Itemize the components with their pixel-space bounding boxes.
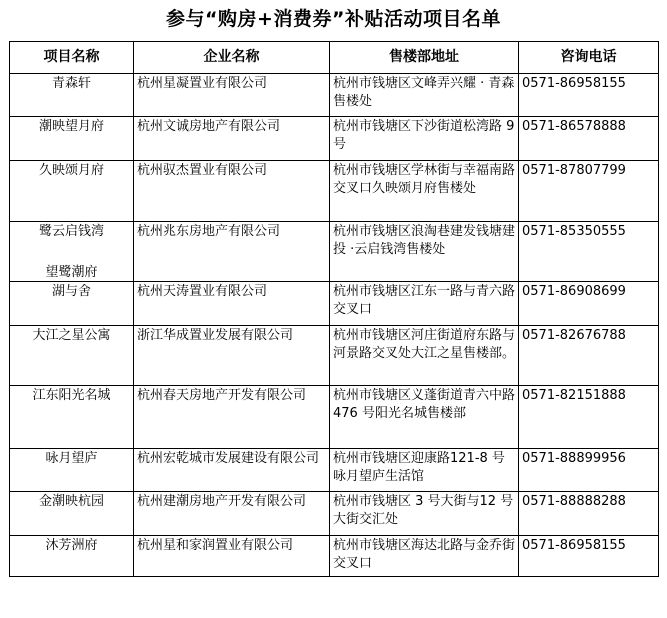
- table-row: [10, 536, 659, 577]
- phone-cell: 0571-86958155: [519, 74, 659, 117]
- phone-cell: 0571-86908699: [519, 282, 659, 326]
- table-row: [10, 386, 659, 449]
- project-name-cell: 青森轩: [10, 74, 134, 117]
- table-row: [10, 326, 659, 386]
- header-project-name: 项目名称: [10, 42, 134, 74]
- table-row: [10, 117, 659, 161]
- table-row: [10, 74, 659, 117]
- company-name-cell: 杭州春天房地产开发有限公司: [134, 386, 330, 449]
- phone-cell: 0571-82151888: [519, 386, 659, 449]
- project-name-cell: 咏月望庐: [10, 449, 134, 492]
- table-row: [10, 222, 659, 262]
- address-cell: 杭州市钱塘区河庄街道府东路与河景路交叉处大江之星售楼部。: [330, 326, 519, 386]
- company-name-cell: 杭州驭杰置业有限公司: [134, 161, 330, 222]
- project-name-cell-secondary: 望鹭潮府: [10, 261, 134, 282]
- address-cell: 杭州市钱塘区文峰弄兴耀 · 青森售楼处: [330, 74, 519, 117]
- project-name-cell: 金潮映杭园: [10, 492, 134, 536]
- table-row: [10, 449, 659, 492]
- address-cell: 杭州市钱塘区海达北路与金乔街交叉口: [330, 536, 519, 577]
- company-name-cell: 杭州兆东房地产有限公司: [134, 222, 330, 282]
- project-table: [9, 41, 659, 577]
- project-name-cell: 鹭云启钱湾: [10, 222, 134, 262]
- phone-cell: 0571-82676788: [519, 326, 659, 386]
- project-name-cell: 大江之星公寓: [10, 326, 134, 386]
- address-cell: 杭州市钱塘区浪淘巷建发钱塘建投 ·云启钱湾售楼处: [330, 222, 519, 282]
- phone-cell: 0571-86958155: [519, 536, 659, 577]
- phone-cell: 0571-88899956: [519, 449, 659, 492]
- company-name-cell: 杭州建潮房地产开发有限公司: [134, 492, 330, 536]
- company-name-cell: 杭州文诚房地产有限公司: [134, 117, 330, 161]
- project-name-cell: 湖与舍: [10, 282, 134, 326]
- project-name-cell: 沐芳洲府: [10, 536, 134, 577]
- company-name-cell: 浙江华成置业发展有限公司: [134, 326, 330, 386]
- header-company-name: 企业名称: [134, 42, 330, 74]
- company-name-cell: 杭州星凝置业有限公司: [134, 74, 330, 117]
- header-sales-office-address: 售楼部地址: [330, 42, 519, 74]
- project-name-cell: 潮映望月府: [10, 117, 134, 161]
- phone-cell: 0571-85350555: [519, 222, 659, 282]
- company-name-cell: 杭州星和家润置业有限公司: [134, 536, 330, 577]
- phone-cell: 0571-87807799: [519, 161, 659, 222]
- address-cell: 杭州市钱塘区江东一路与青六路交叉口: [330, 282, 519, 326]
- address-cell: 杭州市钱塘区迎康路121-8 号咏月望庐生活馆: [330, 449, 519, 492]
- address-cell: 杭州市钱塘区义蓬街道青六中路 476 号阳光名城售楼部: [330, 386, 519, 449]
- address-cell: 杭州市钱塘区下沙街道松湾路 9 号: [330, 117, 519, 161]
- table-row: [10, 161, 659, 222]
- company-name-cell: 杭州天涛置业有限公司: [134, 282, 330, 326]
- table-header-row: [10, 42, 659, 74]
- address-cell: 杭州市钱塘区学林街与幸福南路交叉口久映颂月府售楼处: [330, 161, 519, 222]
- phone-cell: 0571-86578888: [519, 117, 659, 161]
- phone-cell: 0571-88888288: [519, 492, 659, 536]
- company-name-cell: 杭州宏乾城市发展建设有限公司: [134, 449, 330, 492]
- page-title: 参与“购房+消费券”补贴活动项目名单: [166, 8, 501, 30]
- project-name-cell: 江东阳光名城: [10, 386, 134, 449]
- header-phone: 咨询电话: [519, 42, 659, 74]
- table-row: [10, 492, 659, 536]
- project-name-cell: 久映颂月府: [10, 161, 134, 222]
- address-cell: 杭州市钱塘区 3 号大街与12 号大街交汇处: [330, 492, 519, 536]
- table-row: [10, 282, 659, 326]
